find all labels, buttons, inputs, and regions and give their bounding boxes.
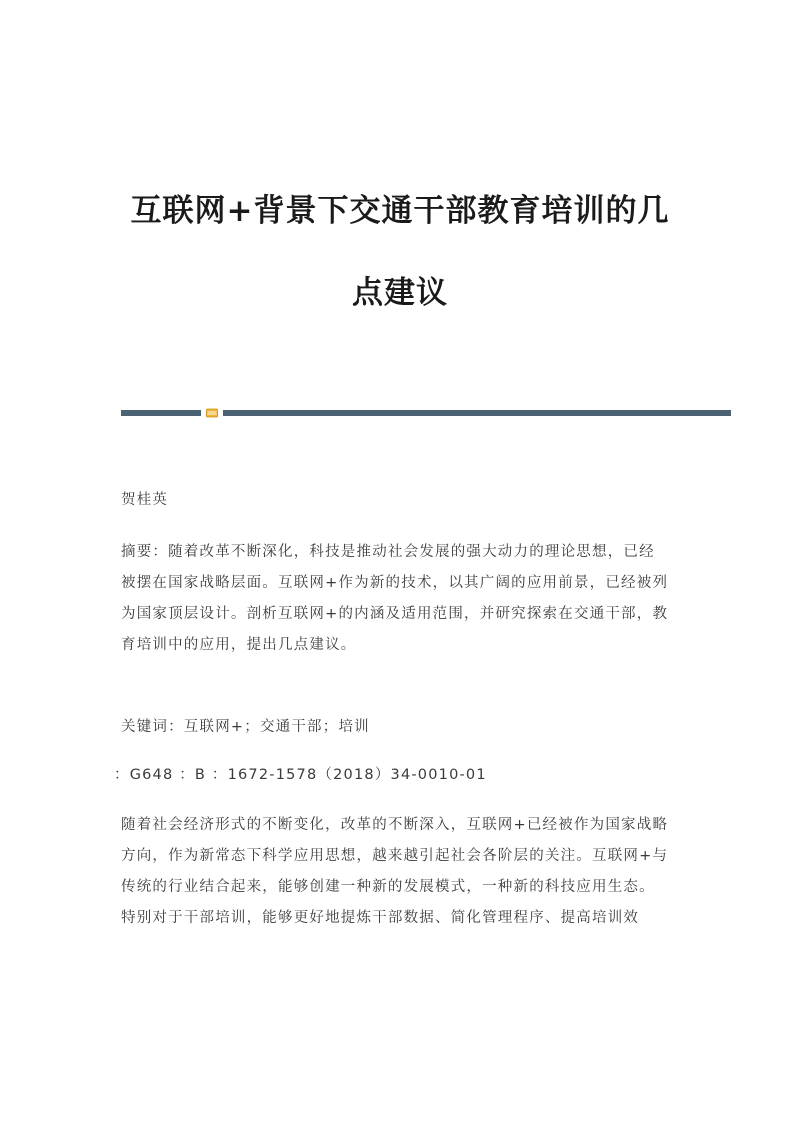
abstract-line: 摘要：随着改革不断深化，科技是推动社会发展的强大动力的理论思想，已经 [121, 544, 655, 560]
body-paragraph [121, 810, 681, 934]
author-name: 贺桂英 [121, 492, 169, 508]
abstract-line: 为国家顶层设计。剖析互联网+的内涵及适用范围，并研究探索在交通干部，教 [121, 606, 669, 622]
divider-envelope-icon [206, 407, 218, 419]
keywords: 关键词：互联网+；交通干部；培训 [121, 719, 370, 735]
body-line: 随着社会经济形式的不断变化，改革的不断深入，互联网+已经被作为国家战略 [121, 817, 669, 833]
abstract-line: 育培训中的应用，提出几点建议。 [121, 637, 357, 653]
body-line: 传统的行业结合起来，能够创建一种新的发展模式，一种新的科技应用生态。 [121, 879, 655, 895]
divider-bar-left [121, 410, 201, 416]
abstract [121, 537, 681, 661]
document-title-line-2: 点建议 [352, 275, 448, 311]
body-line: 特别对于干部培训，能够更好地提炼干部数据、简化管理程序、提高培训效 [121, 910, 640, 926]
document-title-line-1: 互联网+背景下交通干部教育培训的几 [130, 193, 670, 229]
title-divider [121, 407, 731, 419]
body-line: 方向，作为新常态下科学应用思想，越来越引起社会各阶层的关注。互联网+与 [121, 848, 669, 864]
classification-code: ：G648 ：B ：1672-1578（2018）34-0010-01 [114, 767, 487, 783]
divider-bar-right [223, 410, 731, 416]
abstract-line: 被摆在国家战略层面。互联网+作为新的技术，以其广阔的应用前景，已经被列 [121, 575, 669, 591]
